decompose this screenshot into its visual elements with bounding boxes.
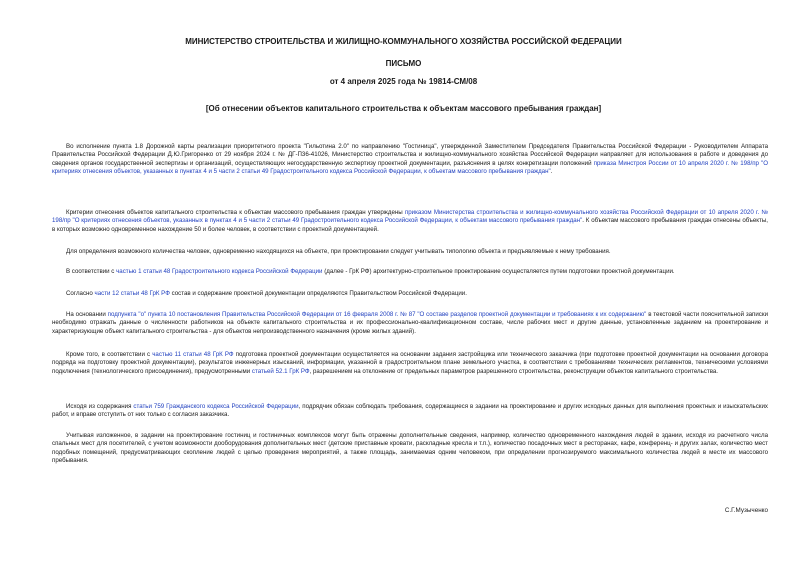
- paragraph-text: Во исполнение пункта 1.8 Дорожной карты реализации приоритетного проекта "Гильотина 2.0" по направлению "Гостиница", утвержденной Заместителем Председателя Правительства Российской Федерации - Руководителем Аппарата Правительства Российской Федерации Д.Ю.Григоренко от 29 ноября 2024 г. № ДГ-П36-41026, Министерство строительства и жилищно-коммунального хозяйства Российской Федерации направляет для использования в работе и доведения до сведения органов государственной экспертизы и организаций, осуществляющих негосударственную экспертизу проектной документации, разъяснения в целях конкретизации положений: [52, 143, 768, 167]
- document-date-number: от 4 апреля 2025 года № 19814-СМ/08: [329, 77, 478, 86]
- paragraph-text: Учитывая изложенное, в задании на проектирование гостиниц и гостиничных комплексов могут быть отражены дополнительные сведения, например, количество одновременного нахождения людей в здании, исходя из расчетного числа спальных мест для посетителей, с учетом возможности дооборудования дополнительных мест (детские приставные кровати, раскладные кресла и т.п.), количество посадочных мест в ресторанах, кафе, конференц- и других залах, количество мест подобных помещений, предусматривающих скопление людей с целью проведения мероприятий, а также площадь, занимаемая одним человеком, при определении прогнозируемого максимального количества людей в месте их массового пребывания.: [52, 432, 768, 464]
- paragraph-text: , разрешением на отклонение от предельных параметров разрешенного строительства, реконструкции объектов капитального строительства.: [309, 367, 719, 375]
- paragraph-9: [52, 432, 768, 465]
- law-link[interactable]: приказом Министерства строительства и жилищно-коммунального хозяйства Российской Федерации от 10 апреля 2020 г. № 198/пр "О критериях отнесения объектов, указанных в пунктах 4 и 5 части 2 статьи 49 Градостроительного кодекса Российской Федерации, к объектам массового пребывания граждан": [52, 209, 768, 225]
- paragraph-text: (далее - ГрК РФ) архитектурно-строительное проектирование осуществляется путем подготовки проектной документации.: [322, 268, 675, 275]
- paragraph-text: Кроме того, в соответствии с: [66, 351, 153, 358]
- paragraph-4: [52, 268, 768, 276]
- law-link[interactable]: статьи 759 Гражданского кодекса Российской Федерации: [133, 403, 299, 410]
- law-link[interactable]: частью 11 статьи 48 ГрК РФ: [152, 351, 234, 358]
- paragraph-1: [52, 143, 768, 176]
- paragraph-2: [52, 209, 768, 234]
- paragraph-5: [52, 290, 768, 298]
- paragraph-text: Согласно: [66, 290, 95, 297]
- paragraph-text: Исходя из содержания: [66, 403, 134, 410]
- law-link[interactable]: статьей 52.1 ГрК РФ: [251, 367, 310, 375]
- law-link[interactable]: приказа Минстроя России от 10 апреля 2020 г. № 198/пр "О критериях отнесения объектов, указанных в пунктах 4 и 5 части 2 статьи 49 Градостроительного кодекса Российской Федерации, к объектам массового пребывания граждан": [52, 159, 768, 175]
- paragraph-text: Критерии отнесения объектов капитального строительства к объектам массового пребывания граждан утверждены: [66, 209, 405, 216]
- paragraph-3: [52, 248, 768, 256]
- signature: С.Г.Музыченко: [724, 507, 768, 514]
- paragraph-text: состав и содержание проектной документации определяются Правительством Российской Федерации.: [169, 290, 467, 297]
- paragraph-text: .: [550, 167, 553, 175]
- paragraph-text: подготовка проектной документации осуществляется на основании задания застройщика или технического заказчика (при подготовке проектной документации на основании договора подряда на подготовку проектной документации), результатов инженерных изысканий, информации, указанной в градостроительном плане земельного участка, в соответствии с требованиями технических регламентов, техническими условиями подключения (технологического присоединения), предусмотренными: [52, 351, 768, 375]
- law-link[interactable]: подпункта "о" пункта 10 постановления Правительства Российской Федерации от 16 февраля 2008 г. № 87 "О составе разделов проектной документации и требованиях к их содержанию": [107, 311, 647, 318]
- paragraph-text: в текстовой части пояснительной записки необходимо отражать данные о численности работников на объекте капитального строительства и их профессионально-квалификационном составе, числе рабочих мест и другие данные, установленные заданием на проектирование и характеризующие объект капитального строительства - для объектов непроизводственного назначения (кроме жилых зданий).: [52, 311, 768, 335]
- law-link[interactable]: частью 1 статьи 48 Градостроительного кодекса Российской Федерации: [116, 268, 323, 275]
- paragraph-text: , подрядчик обязан соблюдать требования, содержащиеся в задании на проектирование и других исходных данных для выполнения проектных и изыскательских работ, и вправе отступить от них только с согласия заказчика.: [52, 403, 768, 419]
- paragraph-text: . К объектам массового пребывания граждан отнесены объекты, в которых возможно одновременное нахождение 50 и более человек, в соответствии с проектной документацией.: [52, 217, 768, 233]
- law-link[interactable]: части 12 статьи 48 ГрК РФ: [94, 290, 170, 297]
- paragraph-text: Для определения возможного количества человек, одновременно находящихся на объекте, при проектировании следует учитывать типологию объекта и предъявляемые к нему требования.: [66, 248, 611, 255]
- paragraph-text: В соответствии с: [66, 268, 117, 275]
- paragraph-6: [52, 311, 768, 336]
- paragraph-8: [52, 403, 768, 420]
- document-title: [Об отнесении объектов капитального строительства к объектам массового пребывания граждан]: [205, 104, 602, 113]
- paragraph-text: На основании: [66, 311, 108, 318]
- ministry-name: МИНИСТЕРСТВО СТРОИТЕЛЬСТВА И ЖИЛИЩНО-КОММУНАЛЬНОГО ХОЗЯЙСТВА РОССИЙСКОЙ ФЕДЕРАЦИИ: [185, 37, 622, 46]
- paragraph-7: [52, 351, 768, 376]
- document-type: ПИСЬМО: [385, 59, 422, 68]
